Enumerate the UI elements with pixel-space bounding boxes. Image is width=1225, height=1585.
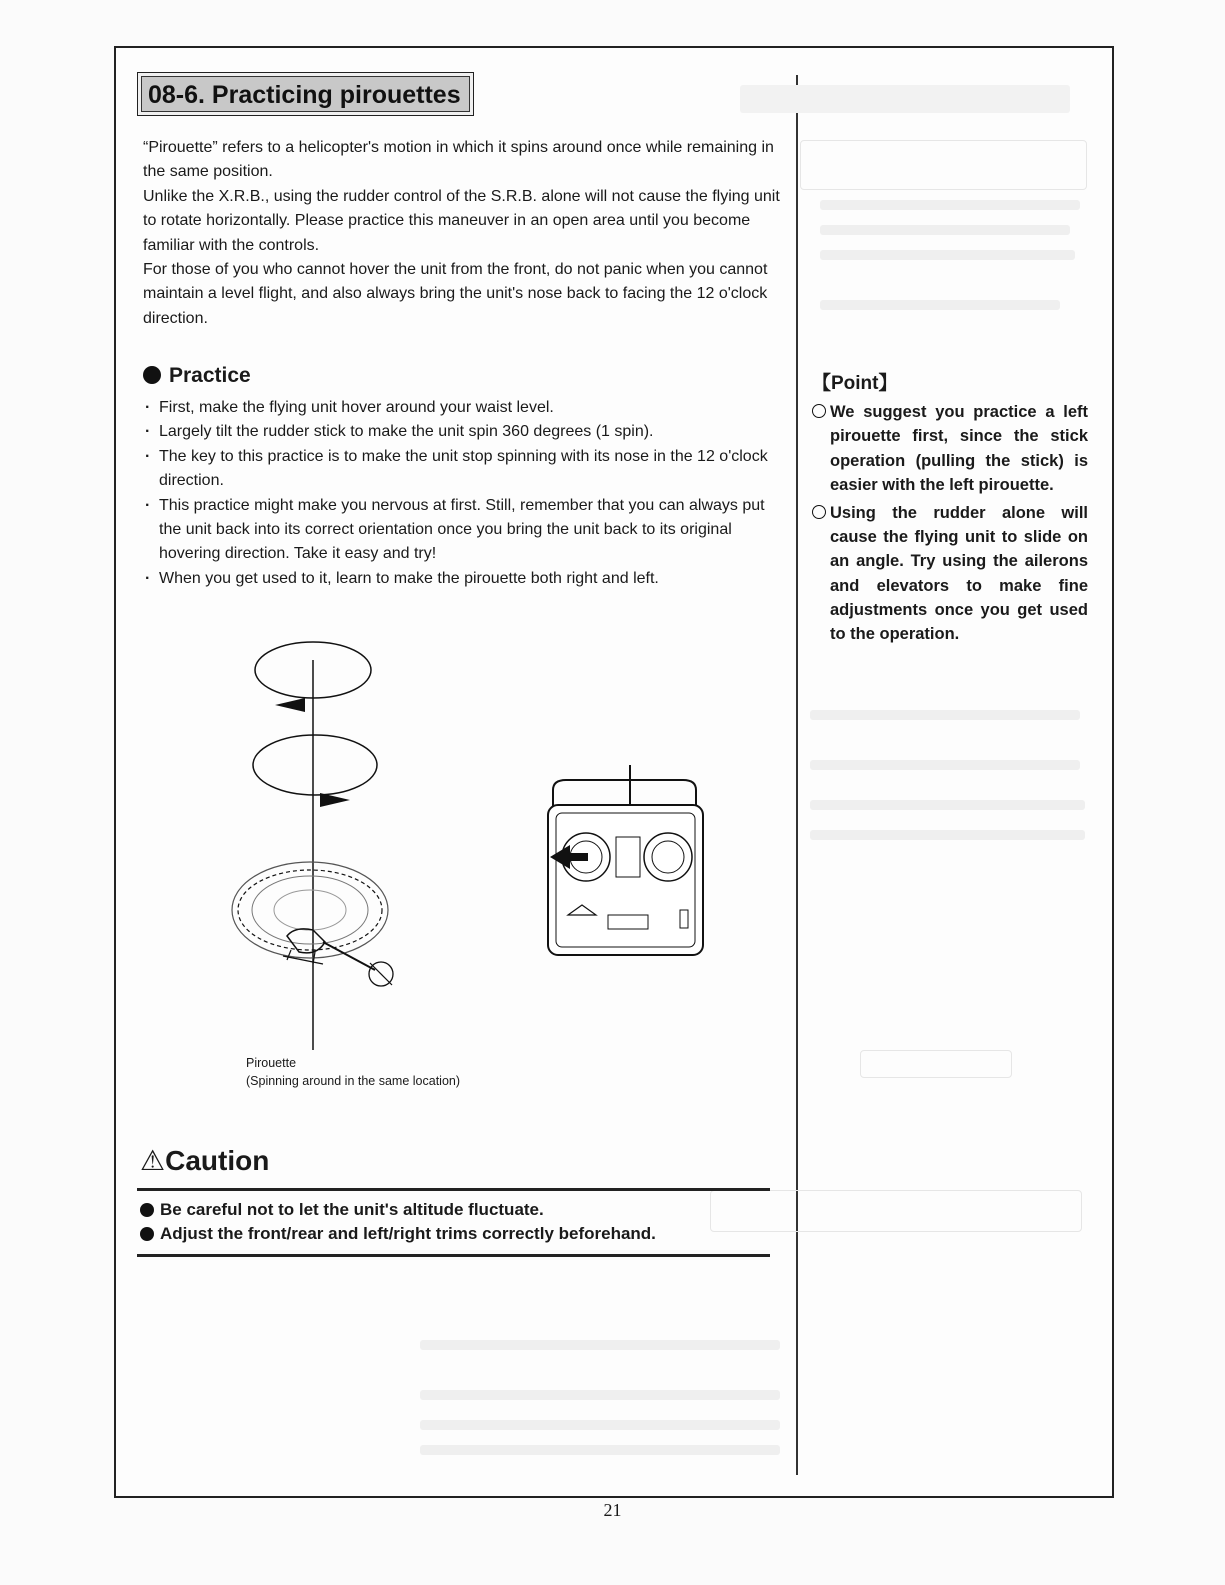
pirouette-illustration	[225, 630, 425, 1060]
intro-paragraph: For those of you who cannot hover the unit from the front, do not panic when you cannot maintain a level flight, and also always bring the unit's nose back to facing the 12 o'clock direction.	[143, 261, 768, 327]
intro-paragraph: “Pirouette” refers to a helicopter's motion in which it spins around once while remaining in the same position.	[143, 139, 774, 181]
caption-line: (Spinning around in the same location)	[246, 1074, 461, 1088]
circle-bullet-icon	[812, 404, 826, 418]
figure-caption	[246, 1054, 460, 1090]
intro-text	[143, 136, 783, 331]
point-item-text: Using the rudder alone will cause the flying unit to slide on an angle. Try using the ailerons and elevators to make fine adjustments once you get used to the operation.	[830, 504, 1088, 644]
caution-item: Be careful not to let the unit's altitude fluctuate.	[140, 1198, 656, 1222]
point-item-text: We suggest you practice a left pirouette first, since the stick operation (pulling the stick) is easier with the left pirouette.	[830, 403, 1088, 494]
practice-item: · Largely tilt the rudder stick to make the unit spin 360 degrees (1 spin).	[143, 420, 788, 444]
column-divider	[796, 75, 798, 1475]
section-title: 08-6. Practicing pirouettes	[137, 72, 474, 116]
point-box	[812, 372, 1088, 650]
intro-paragraph: Unlike the X.R.B., using the rudder control of the S.R.B. alone will not cause the flying unit to rotate horizontally. Please practice this maneuver in an open area until you become familiar with the controls.	[143, 187, 780, 254]
caution-item: Adjust the front/rear and left/right trims correctly beforehand.	[140, 1222, 656, 1246]
caution-list	[140, 1198, 656, 1246]
practice-item: · This practice might make you nervous at first. Still, remember that you can always put the unit back into its correct orientation once you bring the unit back to its original hovering direction. Take it easy and try!	[143, 494, 788, 567]
practice-list	[143, 396, 788, 591]
circle-bullet-icon	[812, 505, 826, 519]
practice-heading	[143, 364, 251, 388]
practice-item: · The key to this practice is to make the unit stop spinning with its nose in the 12 o'clock direction.	[143, 445, 788, 494]
practice-item: · When you get used to it, learn to make the pirouette both right and left.	[143, 567, 788, 591]
practice-heading-label: Practice	[169, 364, 251, 387]
point-item	[812, 501, 1088, 646]
point-title: 【Point】	[812, 373, 898, 394]
point-item	[812, 400, 1088, 497]
bullet-icon	[143, 366, 161, 384]
caution-heading: ⚠Caution	[140, 1145, 270, 1176]
practice-item: · First, make the flying unit hover around your waist level.	[143, 396, 788, 420]
caution-top-rule	[137, 1188, 770, 1191]
transmitter-illustration	[538, 765, 713, 960]
page-number: 21	[603, 1500, 622, 1520]
caution-bottom-rule	[137, 1254, 770, 1257]
caption-line: Pirouette	[246, 1056, 297, 1070]
